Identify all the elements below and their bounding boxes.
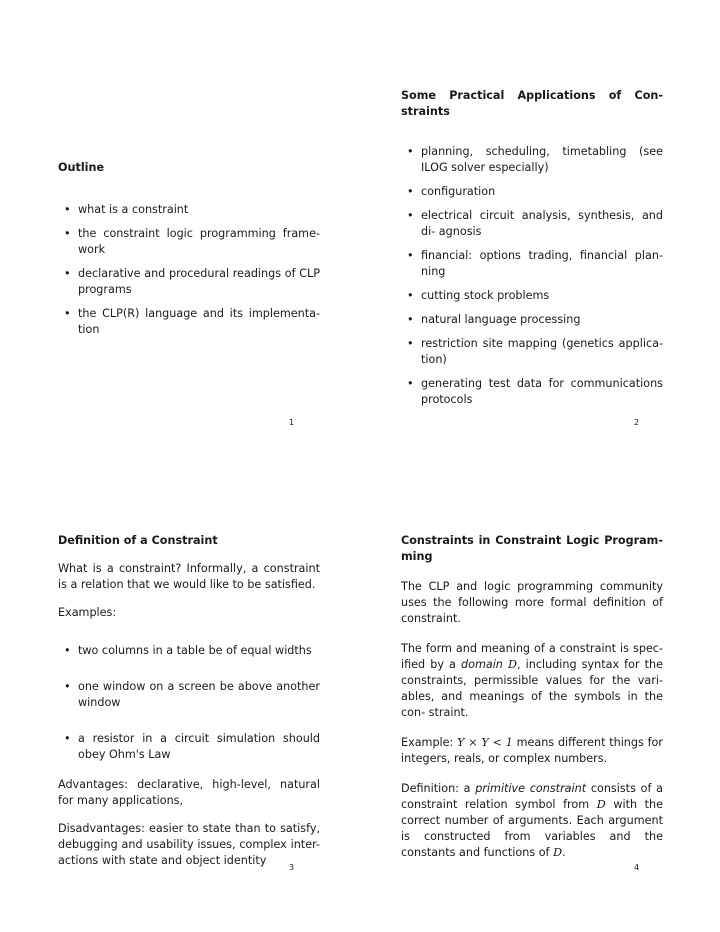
definition-prefix: Definition: a [401,782,471,795]
bullet-item: • electrical circuit analysis, synthesis, and di- agnosis [401,208,663,240]
bullet-item: • restriction site mapping (genetics applica- tion) [401,336,663,368]
domain-term: domain [461,658,503,671]
bullet-item: • a resistor in a circuit simulation should obey Ohm's Law [58,731,320,763]
slide-2-bullets [401,144,663,408]
slide-4 [401,533,663,861]
slide-1-title: Outline [58,161,105,174]
domain-symbol: D [553,846,563,859]
slide-4-example [401,735,663,767]
slide-3-disadvantages: Disadvantages: easier to state than to satisfy, debugging and usability issues, complex inter- actions with state and object identity [58,822,320,867]
example-suffix: means different things for integers, reals, or complex numbers. [401,736,663,765]
bullet-item: • configuration [401,184,663,200]
page-number-4: 4 [634,863,640,872]
definition-end: . [562,846,566,859]
slide-3-examples-label: Examples: [58,606,117,619]
slide-2-title: Some Practical Applications of Con- straints [401,89,663,118]
page-number-2: 2 [634,418,640,427]
domain-symbol: D [508,658,517,671]
bullet-item: • what is a constraint [58,202,320,218]
bullet-item: • the CLP(R) language and its implementa- tion [58,306,320,338]
slide-3-title: Definition of a Constraint [58,534,218,547]
bullet-item: • the constraint logic programming frame- work [58,226,320,258]
bullet-item: • financial: options trading, financial plan- ning [401,248,663,280]
slide-4-para-1: The CLP and logic programming community uses the following more formal definition of constraint. [401,580,663,625]
example-formula: Y × Y < 1 [457,736,513,749]
slide-3-bullets [58,643,320,763]
bullet-item: • generating test data for communications protocols [401,376,663,408]
bullet-item: • planning, scheduling, timetabling (see ILOG solver especially) [401,144,663,176]
slide-4-definition [401,781,663,861]
para-2-text: The form and meaning of a constraint is spec- ified by a [401,642,663,671]
bullet-item: • two columns in a table be of equal widths [58,643,320,659]
slide-4-title: Constraints in Constraint Logic Program- ming [401,534,663,563]
slide-3-advantages: Advantages: declarative, high-level, natural for many applications, [58,778,320,807]
bullet-item: • natural language processing [401,312,663,328]
slide-3-intro: What is a constraint? Informally, a constraint is a relation that we would like to be satisfied. [58,562,320,591]
page-number-3: 3 [289,863,295,872]
slide-3 [58,533,320,869]
domain-symbol: D [596,798,606,811]
bullet-item: • declarative and procedural readings of CLP programs [58,266,320,298]
bullet-item: • one window on a screen be above another window [58,679,320,711]
definition-mid: consists of a constraint relation symbol from [401,782,663,811]
slide-4-para-2 [401,641,663,721]
para-2-rest: , including syntax for the constraints, permissible values for the vari- ables, and meanings of the symbols in the con- straint. [401,658,663,719]
bullet-item: • cutting stock problems [401,288,663,304]
page-number-1: 1 [289,418,295,427]
slide-1 [58,160,320,338]
example-prefix: Example: [401,736,454,749]
primitive-constraint-term: primitive constraint [475,782,587,795]
slide-2 [401,88,663,408]
slide-1-bullets [58,202,320,338]
definition-rest: with the correct number of arguments. Each argument is constructed from variables and the constants and functions of [401,798,664,859]
